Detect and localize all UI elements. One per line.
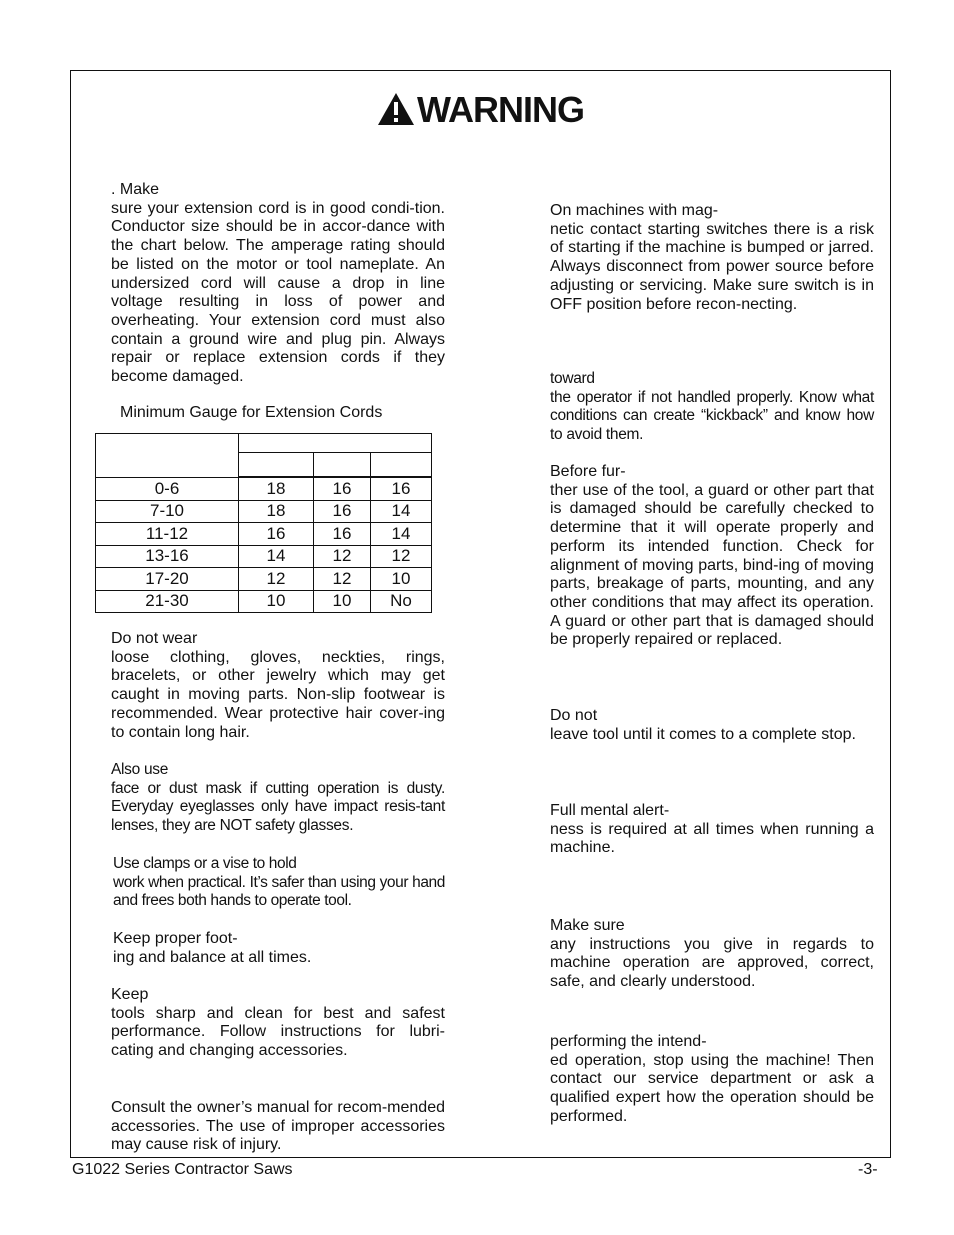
table-header-cell <box>239 434 432 453</box>
table-cell: 12 <box>314 545 371 568</box>
right-block-mental-alertness <box>550 802 874 858</box>
block-body: work when practical. It’s safer than using your hand and frees both hands to operate tool. <box>113 873 445 910</box>
block-lead: Do not wear <box>111 630 198 647</box>
table-row <box>96 590 432 613</box>
left-block-footing <box>113 930 445 967</box>
table-cell: 14 <box>239 545 314 568</box>
table-cell: 18 <box>239 477 314 500</box>
table-cell: 16 <box>314 500 371 523</box>
gauge-table <box>95 433 432 613</box>
warning-frame <box>70 70 891 1158</box>
block-body: any instructions you give in regards to machine operation are approved, correct, safe, and clearly understood. <box>550 935 874 991</box>
table-cell: No <box>371 590 432 613</box>
right-block-magnetic-switch <box>550 202 874 314</box>
block-lead: Also use <box>111 761 169 778</box>
block-body: Consult the owner’s manual for recom-mended accessories. The use of improper accessories may cause risk of injury. <box>111 1099 445 1154</box>
table-header-cell <box>314 453 371 478</box>
table-row <box>96 477 432 500</box>
table-cell: 14 <box>371 523 432 546</box>
block-lead: Keep <box>111 986 149 1003</box>
block-lead: On machines with mag- <box>550 202 719 219</box>
block-body: ness is required at all times when running a machine. <box>550 820 874 857</box>
warning-triangle-icon <box>377 92 415 126</box>
table-title: Minimum Gauge for Extension Cords <box>120 404 383 421</box>
table-row <box>96 500 432 523</box>
footer-title: G1022 Series Contractor Saws <box>72 1161 293 1178</box>
table-row <box>96 523 432 546</box>
table-cell: 16 <box>314 523 371 546</box>
warning-title: WARNING <box>417 89 584 130</box>
table-row <box>96 545 432 568</box>
table-cell: 16 <box>239 523 314 546</box>
right-block-kickback <box>550 370 874 445</box>
table-header-cell <box>239 453 314 478</box>
table-cell: 14 <box>371 500 432 523</box>
block-body: netic contact starting switches there is a risk of starting if the machine is bumped or jarred. Always disconnect from power source before adjusting or servicing. Make sure switch is in OFF position before recon-necting. <box>550 220 874 313</box>
table-header-cell <box>371 453 432 478</box>
block-lead: performing the intend- <box>550 1033 707 1050</box>
right-block-damaged-parts <box>550 463 874 650</box>
block-lead: Full mental alert- <box>550 802 670 819</box>
block-body: loose clothing, gloves, neckties, rings, bracelets, or other jewelry which may get caught in moving parts. Non-slip footwear is recommended. Wear protective hair cover-ing to contain long hair. <box>111 648 445 741</box>
table-cell: 12 <box>371 545 432 568</box>
left-block-clothing <box>111 630 445 742</box>
block-body: ed operation, stop using the machine! Then contact our service department or ask a qualified expert how the operation should be performed. <box>550 1051 874 1125</box>
table-cell: 7-10 <box>96 500 239 523</box>
block-lead: Do not <box>550 707 598 724</box>
table-cell: 12 <box>239 568 314 591</box>
table-cell: 10 <box>371 568 432 591</box>
right-block-complete-stop <box>550 707 874 744</box>
table-cell: 16 <box>371 477 432 500</box>
table-cell: 11-12 <box>96 523 239 546</box>
block-lead: toward <box>550 370 595 387</box>
left-block-clamps <box>113 855 445 911</box>
block-body: sure your extension cord is in good condi-tion. Conductor size should be in accor-dance with the chart below. The amperage rating should be listed on the motor or tool nameplate. An undersized cord will cause a drop in line voltage resulting in loss of power and overheating. Your extension cord must also contain a ground wire and plug pin. Always repair or replace extension cords if they become damaged. <box>111 199 445 386</box>
table-cell: 12 <box>314 568 371 591</box>
table-cell: 10 <box>314 590 371 613</box>
page-number: -3- <box>858 1161 878 1178</box>
table-cell: 0-6 <box>96 477 239 500</box>
block-body: the operator if not handled properly. Know what conditions can create “kickback” and know how to avoid them. <box>550 388 874 444</box>
table-cell: 18 <box>239 500 314 523</box>
table-row <box>96 568 432 591</box>
table-cell: 10 <box>239 590 314 613</box>
block-body: leave tool until it comes to a complete stop. <box>550 725 856 743</box>
table-cell: 17-20 <box>96 568 239 591</box>
left-block-maintain-tools <box>111 986 445 1061</box>
block-lead: Use clamps or a vise to hold <box>113 855 297 872</box>
block-body: tools sharp and clean for best and safest performance. Follow instructions for lubri-cating and changing accessories. <box>111 1004 445 1060</box>
warning-heading <box>71 89 890 131</box>
block-lead: Make sure <box>550 917 625 934</box>
block-lead: . Make <box>111 181 160 198</box>
table-cell: 21-30 <box>96 590 239 613</box>
left-block-safety-glasses <box>111 761 445 836</box>
left-block-extension-cords <box>111 181 445 387</box>
table-cell: 13-16 <box>96 545 239 568</box>
table-header-cell <box>96 434 239 478</box>
block-body: ing and balance at all times. <box>113 948 312 966</box>
table-cell: 16 <box>314 477 371 500</box>
block-lead: Keep proper foot- <box>113 930 238 947</box>
left-block-accessories <box>111 1099 445 1155</box>
right-block-unsure-operation <box>550 1033 874 1127</box>
block-lead: Before fur- <box>550 463 626 480</box>
right-block-instructions <box>550 917 874 992</box>
block-body: ther use of the tool, a guard or other part that is damaged should be carefully checked to determine that it will operate properly and perform its intended function. Check for alignment of moving parts, bind-ing of moving parts, breakage of parts, mounting, and any other conditions that may affect its operation. A guard or other part that is damaged should be properly repaired or replaced. <box>550 481 874 649</box>
block-body: face or dust mask if cutting operation is dusty. Everyday eyeglasses only have impact resis-tant lenses, they are NOT safety glasses. <box>111 779 445 835</box>
